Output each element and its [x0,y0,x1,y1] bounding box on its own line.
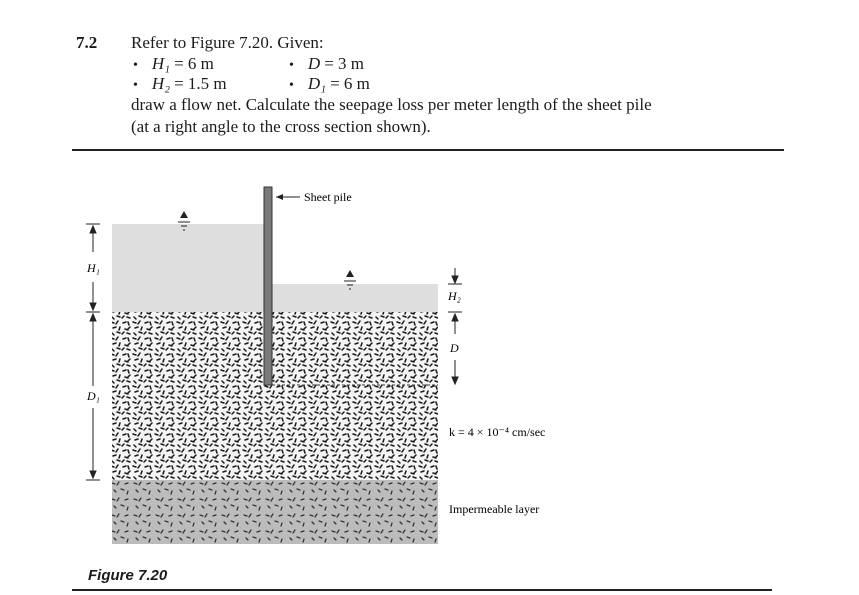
d-label: D [450,341,459,355]
given-symbol: D₁ [307,74,327,93]
impermeable-layer [112,480,438,544]
sheet-pile-arrow-icon [276,194,300,200]
given-value: = 6 m [174,54,214,73]
bullet-icon: • [133,78,138,93]
given-symbol: D [307,54,321,73]
bullet-icon: • [289,78,294,93]
d1-label: D₁ [87,389,100,403]
h1-label: H₁ [87,261,100,275]
permeable-soil [112,312,438,480]
upstream-water [112,224,264,312]
permeability-label: k = 4 × 10⁻⁴ cm/sec [449,425,546,439]
sheet-pile [264,187,272,385]
given-value: = 6 m [330,74,370,93]
impermeable-layer-label: Impermeable layer [449,502,540,516]
sheet-pile-label: Sheet pile [304,190,352,204]
given-symbol: H₁ [151,54,171,73]
h2-label: H₂ [448,289,461,303]
problem-text-line-2: (at a right angle to the cross section shown). [131,117,431,136]
h2-dimension [448,268,462,284]
figure-caption: Figure 7.20 [88,567,168,584]
bullet-icon: • [133,58,138,73]
given-symbol: H₂ [151,74,171,93]
given-value: = 3 m [324,54,364,73]
bottom-rule [72,589,772,591]
problem-text-line-1: draw a flow net. Calculate the seepage loss per meter length of the sheet pile [131,95,652,114]
downstream-water [272,284,438,312]
given-value: = 1.5 m [174,74,227,93]
problem-intro: Refer to Figure 7.20. Given: [131,33,324,52]
problem-number: 7.2 [76,33,98,52]
bullet-icon: • [289,58,294,73]
